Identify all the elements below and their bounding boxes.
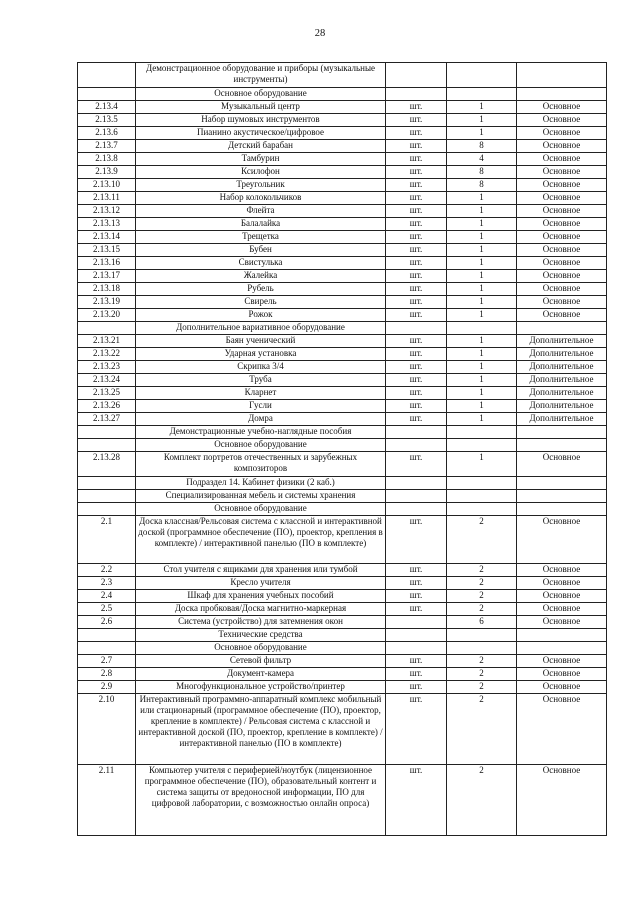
blank-cell	[78, 629, 136, 642]
table-row	[78, 192, 607, 205]
table-row	[78, 616, 607, 629]
blank-cell	[78, 503, 136, 516]
item-name: Шкаф для хранения учебных пособий	[136, 590, 386, 603]
item-name: Балалайка	[136, 218, 386, 231]
item-category: Основное	[517, 127, 607, 140]
item-category: Основное	[517, 166, 607, 179]
blank-cell	[517, 439, 607, 452]
blank-cell	[517, 477, 607, 490]
item-quantity: 2	[447, 564, 517, 577]
item-unit: шт.	[386, 192, 447, 205]
table-row	[78, 231, 607, 244]
section-row	[78, 503, 607, 516]
item-category: Основное	[517, 603, 607, 616]
item-number: 2.13.20	[78, 309, 136, 322]
item-number: 2.13.7	[78, 140, 136, 153]
item-number: 2.13.6	[78, 127, 136, 140]
page-number: 28	[314, 28, 326, 39]
item-quantity: 1	[447, 218, 517, 231]
table-row	[78, 361, 607, 374]
table-row	[78, 140, 607, 153]
table-row	[78, 374, 607, 387]
item-quantity: 1	[447, 387, 517, 400]
item-name: Интерактивный программно-аппаратный комплекс мобильный или стационарный (программное обеспечение (ПО), проектор, крепление в комплекте) / Рельсовая система с классной и интерактивной доской (ПО, проектор, крепление в комплекте) / интерактивной панелью (ПО в комплекте)	[136, 694, 386, 765]
table-row	[78, 516, 607, 564]
item-name: Свистулька	[136, 257, 386, 270]
item-number: 2.8	[78, 668, 136, 681]
item-number: 2.13.25	[78, 387, 136, 400]
table-row	[78, 590, 607, 603]
item-category: Основное	[517, 516, 607, 564]
table-row	[78, 564, 607, 577]
table-row	[78, 218, 607, 231]
item-number: 2.4	[78, 590, 136, 603]
item-unit: шт.	[386, 296, 447, 309]
blank-cell	[386, 629, 447, 642]
table-row	[78, 681, 607, 694]
item-name: Доска классная/Рельсовая система с классной и интерактивной доской (программное обеспечение (ПО), проектор, крепления в комплекте) / интерактивной панелью (ПО в комплекте)	[136, 516, 386, 564]
item-unit: шт.	[386, 361, 447, 374]
item-number: 2.13.21	[78, 335, 136, 348]
item-category: Основное	[517, 668, 607, 681]
blank-cell	[447, 322, 517, 335]
item-category: Дополнительное	[517, 400, 607, 413]
section-title: Основное оборудование	[136, 642, 386, 655]
table-row	[78, 655, 607, 668]
blank-cell	[386, 88, 447, 101]
blank-cell	[386, 63, 447, 88]
table-row	[78, 387, 607, 400]
item-name: Скрипка 3/4	[136, 361, 386, 374]
table-row	[78, 400, 607, 413]
section-row	[78, 63, 607, 88]
item-number: 2.13.23	[78, 361, 136, 374]
blank-cell	[447, 629, 517, 642]
item-unit: шт.	[386, 694, 447, 765]
blank-cell	[386, 503, 447, 516]
item-unit: шт.	[386, 140, 447, 153]
blank-cell	[78, 439, 136, 452]
section-row	[78, 88, 607, 101]
blank-cell	[517, 63, 607, 88]
item-category: Основное	[517, 114, 607, 127]
item-number: 2.13.10	[78, 179, 136, 192]
table-row	[78, 179, 607, 192]
item-number: 2.13.8	[78, 153, 136, 166]
item-unit: шт.	[386, 387, 447, 400]
blank-cell	[517, 426, 607, 439]
item-quantity: 1	[447, 413, 517, 426]
item-quantity: 2	[447, 577, 517, 590]
item-quantity: 1	[447, 205, 517, 218]
item-quantity: 1	[447, 400, 517, 413]
section-row	[78, 642, 607, 655]
blank-cell	[386, 490, 447, 503]
item-number: 2.13.18	[78, 283, 136, 296]
item-number: 2.13.22	[78, 348, 136, 361]
item-quantity: 2	[447, 603, 517, 616]
item-category: Основное	[517, 616, 607, 629]
item-name: Рожок	[136, 309, 386, 322]
item-name: Кресло учителя	[136, 577, 386, 590]
item-name: Флейта	[136, 205, 386, 218]
item-category: Основное	[517, 257, 607, 270]
blank-cell	[386, 477, 447, 490]
section-row	[78, 322, 607, 335]
table-row	[78, 270, 607, 283]
item-number: 2.13.27	[78, 413, 136, 426]
item-number: 2.13.28	[78, 452, 136, 477]
item-quantity: 1	[447, 114, 517, 127]
table-row	[78, 166, 607, 179]
item-unit: шт.	[386, 244, 447, 257]
table-row	[78, 257, 607, 270]
table-row	[78, 348, 607, 361]
section-row	[78, 629, 607, 642]
table-row	[78, 153, 607, 166]
item-quantity: 2	[447, 694, 517, 765]
blank-cell	[517, 88, 607, 101]
item-quantity: 8	[447, 166, 517, 179]
blank-cell	[447, 88, 517, 101]
item-name: Ксилофон	[136, 166, 386, 179]
item-quantity: 1	[447, 361, 517, 374]
item-category: Основное	[517, 179, 607, 192]
item-unit: шт.	[386, 270, 447, 283]
blank-cell	[78, 63, 136, 88]
blank-cell	[447, 426, 517, 439]
item-category: Основное	[517, 564, 607, 577]
section-title: Основное оборудование	[136, 88, 386, 101]
item-unit: шт.	[386, 590, 447, 603]
item-unit: шт.	[386, 335, 447, 348]
item-name: Бубен	[136, 244, 386, 257]
item-name: Гусли	[136, 400, 386, 413]
item-name: Детский барабан	[136, 140, 386, 153]
item-number: 2.9	[78, 681, 136, 694]
item-quantity: 1	[447, 452, 517, 477]
item-quantity: 1	[447, 296, 517, 309]
blank-cell	[447, 439, 517, 452]
item-category: Основное	[517, 153, 607, 166]
item-quantity: 2	[447, 681, 517, 694]
item-category: Дополнительное	[517, 374, 607, 387]
item-category: Основное	[517, 452, 607, 477]
item-category: Дополнительное	[517, 361, 607, 374]
item-number: 2.13.26	[78, 400, 136, 413]
item-name: Труба	[136, 374, 386, 387]
item-name: Треугольник	[136, 179, 386, 192]
blank-cell	[386, 439, 447, 452]
item-category: Основное	[517, 681, 607, 694]
item-name: Доска пробковая/Доска магнитно-маркерная	[136, 603, 386, 616]
section-title: Демонстрационные учебно-наглядные пособия	[136, 426, 386, 439]
section-row	[78, 490, 607, 503]
item-quantity: 1	[447, 244, 517, 257]
item-name: Ударная установка	[136, 348, 386, 361]
blank-cell	[386, 322, 447, 335]
item-number: 2.5	[78, 603, 136, 616]
table-row	[78, 694, 607, 765]
item-number: 2.13.4	[78, 101, 136, 114]
item-unit: шт.	[386, 516, 447, 564]
item-unit: шт.	[386, 257, 447, 270]
item-number: 2.3	[78, 577, 136, 590]
item-number: 2.13.5	[78, 114, 136, 127]
table-row	[78, 205, 607, 218]
item-unit: шт.	[386, 452, 447, 477]
blank-cell	[447, 642, 517, 655]
item-number: 2.11	[78, 765, 136, 836]
section-title: Демонстрационное оборудование и приборы (музыкальные инструменты)	[136, 63, 386, 88]
item-category: Основное	[517, 192, 607, 205]
item-quantity: 6	[447, 616, 517, 629]
item-unit: шт.	[386, 413, 447, 426]
blank-cell	[447, 477, 517, 490]
section-row	[78, 426, 607, 439]
item-name: Пианино акустическое/цифровое	[136, 127, 386, 140]
item-name: Система (устройство) для затемнения окон	[136, 616, 386, 629]
table-row	[78, 296, 607, 309]
item-name: Набор колокольчиков	[136, 192, 386, 205]
item-number: 2.13.24	[78, 374, 136, 387]
item-category: Основное	[517, 231, 607, 244]
item-number: 2.2	[78, 564, 136, 577]
item-category: Дополнительное	[517, 387, 607, 400]
item-category: Основное	[517, 590, 607, 603]
section-title: Подраздел 14. Кабинет физики (2 каб.)	[136, 477, 386, 490]
item-unit: шт.	[386, 374, 447, 387]
item-category: Дополнительное	[517, 348, 607, 361]
item-quantity: 2	[447, 655, 517, 668]
table-row	[78, 244, 607, 257]
item-category: Основное	[517, 270, 607, 283]
item-category: Основное	[517, 283, 607, 296]
table-row	[78, 101, 607, 114]
item-unit: шт.	[386, 166, 447, 179]
item-unit: шт.	[386, 668, 447, 681]
item-number: 2.10	[78, 694, 136, 765]
item-quantity: 1	[447, 270, 517, 283]
table-row	[78, 668, 607, 681]
item-unit: шт.	[386, 655, 447, 668]
item-number: 2.6	[78, 616, 136, 629]
item-name: Кларнет	[136, 387, 386, 400]
item-quantity: 1	[447, 257, 517, 270]
item-number: 2.13.11	[78, 192, 136, 205]
item-unit: шт.	[386, 101, 447, 114]
item-number: 2.1	[78, 516, 136, 564]
blank-cell	[447, 503, 517, 516]
item-name: Документ-камера	[136, 668, 386, 681]
item-category: Основное	[517, 140, 607, 153]
item-name: Трещетка	[136, 231, 386, 244]
item-number: 2.13.14	[78, 231, 136, 244]
blank-cell	[447, 490, 517, 503]
item-name: Баян ученический	[136, 335, 386, 348]
item-quantity: 1	[447, 348, 517, 361]
item-unit: шт.	[386, 127, 447, 140]
item-unit: шт.	[386, 231, 447, 244]
item-unit: шт.	[386, 218, 447, 231]
section-title: Технические средства	[136, 629, 386, 642]
item-quantity: 1	[447, 335, 517, 348]
item-name: Рубель	[136, 283, 386, 296]
blank-cell	[517, 490, 607, 503]
item-number: 2.13.15	[78, 244, 136, 257]
item-quantity: 1	[447, 127, 517, 140]
item-unit	[386, 616, 447, 629]
blank-cell	[517, 503, 607, 516]
table-row	[78, 309, 607, 322]
item-unit: шт.	[386, 400, 447, 413]
item-unit: шт.	[386, 114, 447, 127]
section-title: Дополнительное вариативное оборудование	[136, 322, 386, 335]
blank-cell	[78, 477, 136, 490]
blank-cell	[78, 490, 136, 503]
item-category: Дополнительное	[517, 335, 607, 348]
item-category: Основное	[517, 244, 607, 257]
item-quantity: 1	[447, 231, 517, 244]
item-quantity: 8	[447, 140, 517, 153]
item-quantity: 1	[447, 309, 517, 322]
table-row	[78, 283, 607, 296]
item-unit: шт.	[386, 205, 447, 218]
item-number: 2.13.9	[78, 166, 136, 179]
blank-cell	[386, 642, 447, 655]
blank-cell	[78, 426, 136, 439]
item-category: Основное	[517, 765, 607, 836]
item-unit: шт.	[386, 577, 447, 590]
blank-cell	[517, 322, 607, 335]
item-category: Основное	[517, 655, 607, 668]
item-quantity: 1	[447, 192, 517, 205]
item-quantity: 1	[447, 374, 517, 387]
item-unit: шт.	[386, 179, 447, 192]
item-quantity: 2	[447, 765, 517, 836]
blank-cell	[78, 322, 136, 335]
item-quantity: 1	[447, 101, 517, 114]
item-name: Сетевой фильтр	[136, 655, 386, 668]
item-number: 2.13.13	[78, 218, 136, 231]
item-unit: шт.	[386, 603, 447, 616]
item-quantity: 4	[447, 153, 517, 166]
item-name: Многофункциональное устройство/принтер	[136, 681, 386, 694]
item-name: Музыкальный центр	[136, 101, 386, 114]
item-name: Домра	[136, 413, 386, 426]
item-category: Основное	[517, 218, 607, 231]
item-category: Основное	[517, 694, 607, 765]
table-row	[78, 577, 607, 590]
table-row	[78, 603, 607, 616]
item-quantity: 2	[447, 668, 517, 681]
item-category: Основное	[517, 296, 607, 309]
item-category: Основное	[517, 577, 607, 590]
item-category: Основное	[517, 205, 607, 218]
item-unit: шт.	[386, 681, 447, 694]
blank-cell	[517, 642, 607, 655]
item-number: 2.13.17	[78, 270, 136, 283]
item-name: Тамбурин	[136, 153, 386, 166]
item-name: Комплект портретов отечественных и зарубежных композиторов	[136, 452, 386, 477]
section-row	[78, 477, 607, 490]
item-quantity: 8	[447, 179, 517, 192]
item-category: Основное	[517, 101, 607, 114]
table-row	[78, 413, 607, 426]
blank-cell	[78, 88, 136, 101]
item-unit: шт.	[386, 765, 447, 836]
item-unit: шт.	[386, 348, 447, 361]
blank-cell	[386, 426, 447, 439]
section-title: Основное оборудование	[136, 439, 386, 452]
item-name: Жалейка	[136, 270, 386, 283]
blank-cell	[517, 629, 607, 642]
item-number: 2.13.12	[78, 205, 136, 218]
item-unit: шт.	[386, 283, 447, 296]
blank-cell	[447, 63, 517, 88]
item-unit: шт.	[386, 309, 447, 322]
table-row	[78, 114, 607, 127]
table-row	[78, 335, 607, 348]
table-row	[78, 452, 607, 477]
item-number: 2.13.19	[78, 296, 136, 309]
section-row	[78, 439, 607, 452]
item-category: Дополнительное	[517, 413, 607, 426]
item-name: Компьютер учителя с периферией/ноутбук (лицензионное программное обеспечение (ПО), образовательный контент и система защиты от вредоносной информации, ПО для цифровой лаборатории, с возможностью онлайн опроса)	[136, 765, 386, 836]
item-number: 2.7	[78, 655, 136, 668]
blank-cell	[78, 642, 136, 655]
item-quantity: 2	[447, 590, 517, 603]
item-category: Основное	[517, 309, 607, 322]
item-quantity: 2	[447, 516, 517, 564]
item-name: Свирель	[136, 296, 386, 309]
item-unit: шт.	[386, 153, 447, 166]
item-unit: шт.	[386, 564, 447, 577]
equipment-table	[77, 62, 607, 836]
section-title: Специализированная мебель и системы хранения	[136, 490, 386, 503]
table-row	[78, 765, 607, 836]
item-quantity: 1	[447, 283, 517, 296]
item-name: Набор шумовых инструментов	[136, 114, 386, 127]
item-name: Стол учителя с ящиками для хранения или тумбой	[136, 564, 386, 577]
section-title: Основное оборудование	[136, 503, 386, 516]
item-number: 2.13.16	[78, 257, 136, 270]
table-row	[78, 127, 607, 140]
